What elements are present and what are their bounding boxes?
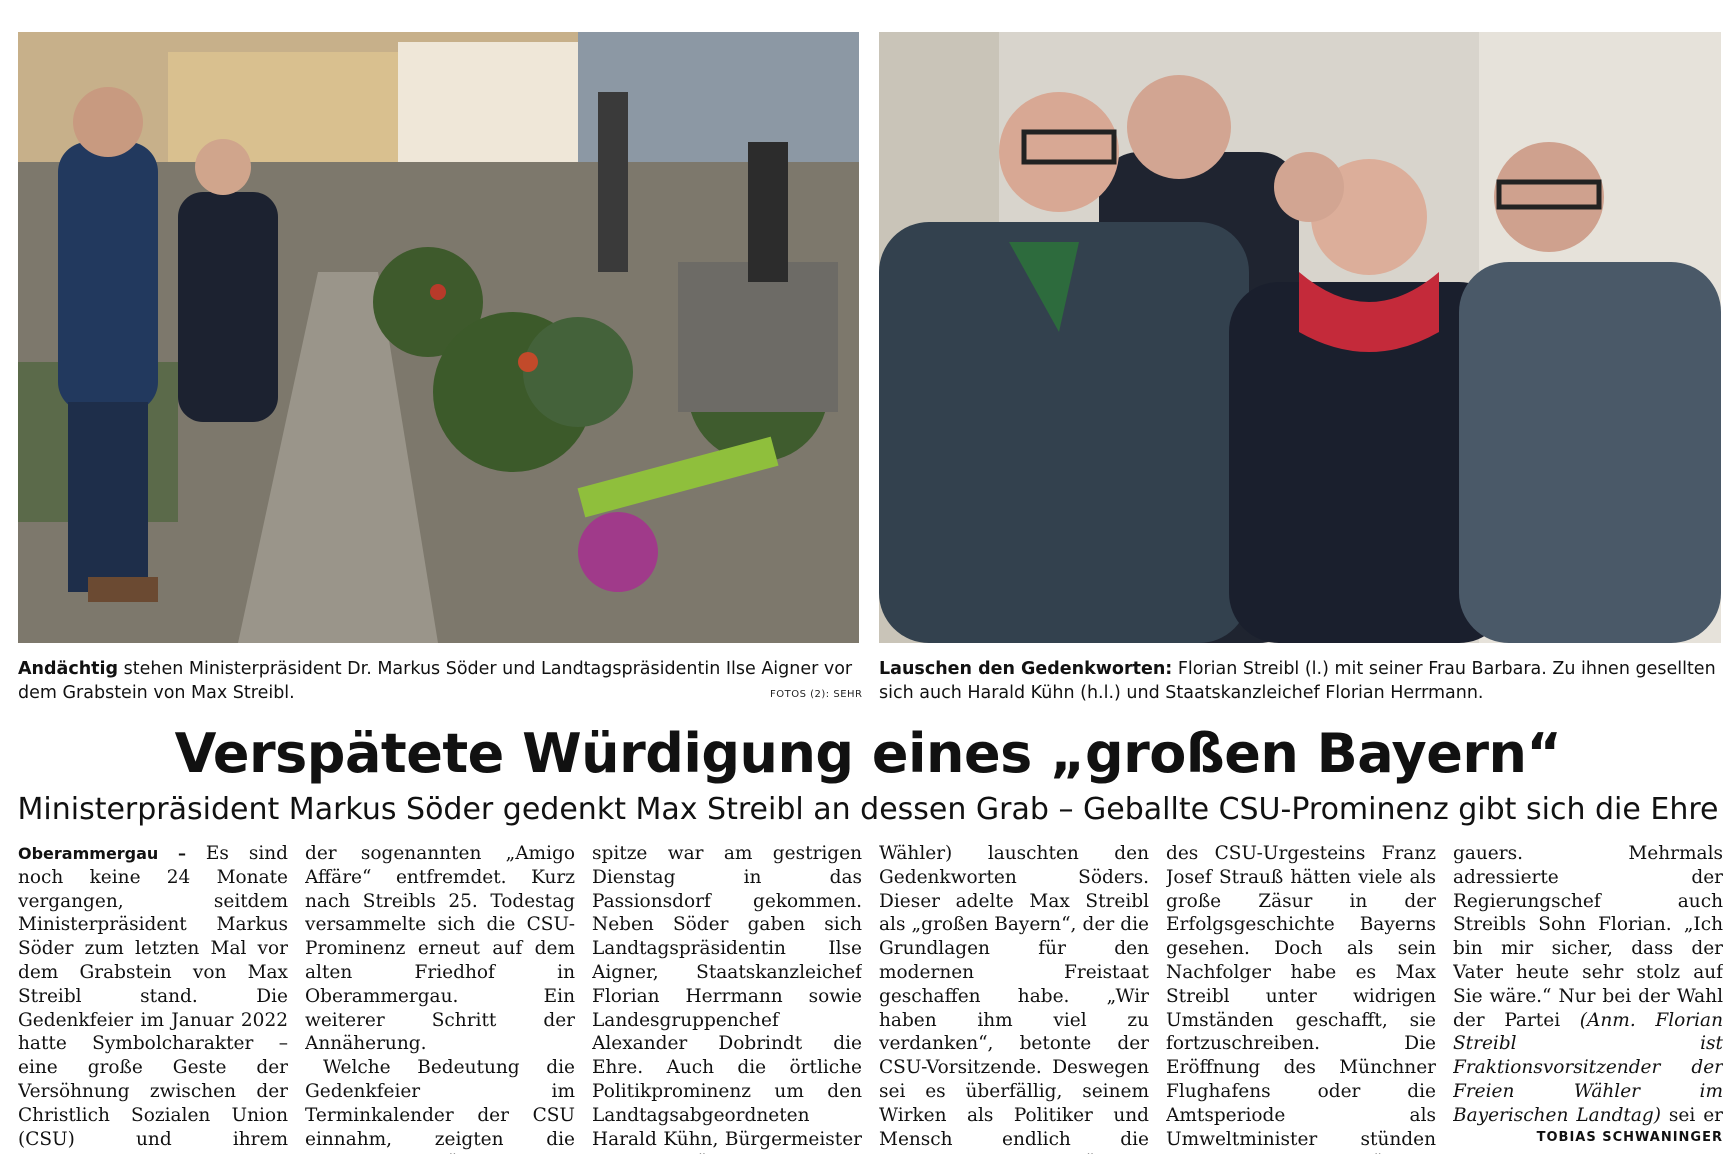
column-6-text-a: gauers. Mehrmals adressierte der Regierungschef auch Streibls Sohn Florian. „Ich bin mir sicher, dass der Vater heute sehr stolz auf Sie wäre.“ Nur bei der Wahl der Partei: [1453, 843, 1723, 1031]
photo-group-icon: [879, 32, 1721, 643]
column-2-text-a: der sogenannten „Amigo Affäre“ entfremdet. Kurz nach Streibls 25. Todestag versammelte sich die CSU-Prominenz erneut auf dem alten Friedhof in Oberammergau. Ein weiterer Schritt der Annäherung.: [305, 843, 575, 1055]
photo-graveyard-icon: [18, 32, 859, 643]
author-byline: TOBIAS SCHWANINGER: [1536, 1130, 1723, 1145]
column-5-text: des CSU-Urgesteins Franz Josef Strauß hätten viele als große Zäsur in der Erfolgsgeschichte Bayerns gesehen. Doch als sein Nachfolger habe es Max Streibl unter widrigen Umständen geschafft, sie fortzuschreiben. Die Eröffnung des Münchner Flughafens oder die Amtsperiode als Umweltminister stünden: [1166, 843, 1436, 1150]
article-column-2: [305, 842, 575, 1154]
article-column-1: [18, 842, 288, 1154]
caption-left-text: stehen Ministerpräsident Dr. Markus Söder und Landtagspräsidentin Ilse Aigner vor dem Grabstein von Max Streibl.: [18, 659, 853, 703]
column-6-italic-note: (Anm. Florian Streibl ist Fraktionsvorsitzender der Freien Wähler im Bayerischen Landtag): [1453, 1009, 1723, 1126]
caption-left-lead: Andächtig: [18, 659, 119, 679]
column-6-text-b: sei er: [1668, 1104, 1723, 1126]
column-2-text-b: Welche Bedeutung die Gedenkfeier im Terminkalender der CSU einnahm, zeigten die: [305, 1057, 575, 1150]
photo-caption-right: [879, 657, 1724, 705]
photo-graveyard: [18, 32, 859, 643]
headline: Verspätete Würdigung eines „großen Bayern“: [174, 722, 1562, 785]
column-1-text: Es sind noch keine 24 Monate vergangen, seitdem Ministerpräsident Markus Söder zum letzten Mal vor dem Grabstein von Max Streibl stand. Die Gedenkfeier im Januar 2022 hatte Symbolcharakter – eine große Geste der Versöhnung zwischen der Christlich Sozialen Union (CSU) und ihrem: [18, 843, 288, 1150]
article-column-4: [879, 842, 1149, 1154]
caption-right-text: Florian Streibl (l.) mit seiner Frau Barbara. Zu ihnen gesellten sich auch Harald Kühn (h.l.) und Staatskanzleichef Florian Herrmann.: [879, 659, 1716, 703]
article-column-6: [1453, 842, 1723, 1127]
photo-caption-left: [18, 657, 863, 705]
photo-group: [879, 32, 1721, 643]
column-4-text: Wähler) lauschten den Gedenkworten Söders. Dieser adelte Max Streibl als „großen Bayern“, der die Grundlagen für den modernen Freistaat geschaffen habe. „Wir haben ihm viel zu verdanken“, betonte der CSU-Vorsitzende. Deswegen sei es überfällig, seinem Wirken als Politiker und Mensch endlich die: [879, 843, 1149, 1150]
article-column-3: [592, 842, 862, 1154]
dateline: Oberammergau –: [18, 844, 186, 863]
caption-right-lead: Lauschen den Gedenkworten:: [879, 659, 1173, 679]
column-3-text: spitze war am gestrigen Dienstag in das Passionsdorf gekommen. Neben Söder gaben sich Landtagspräsidentin Ilse Aigner, Staatskanzleichef Florian Herrmann sowie Landesgruppenchef Alexander Dobrindt die Ehre. Auch die örtliche Politikprominenz um den Landtagsabgeordneten Harald Kühn, Bürgermeister: [592, 843, 862, 1150]
article-column-5: [1166, 842, 1436, 1154]
photo-credit: FOTOS (2): SEHR: [770, 689, 863, 700]
subheadline: Ministerpräsident Markus Söder gedenkt Max Streibl an dessen Grab – Geballte CSU-Prominenz gibt sich die Ehre: [17, 792, 1719, 827]
